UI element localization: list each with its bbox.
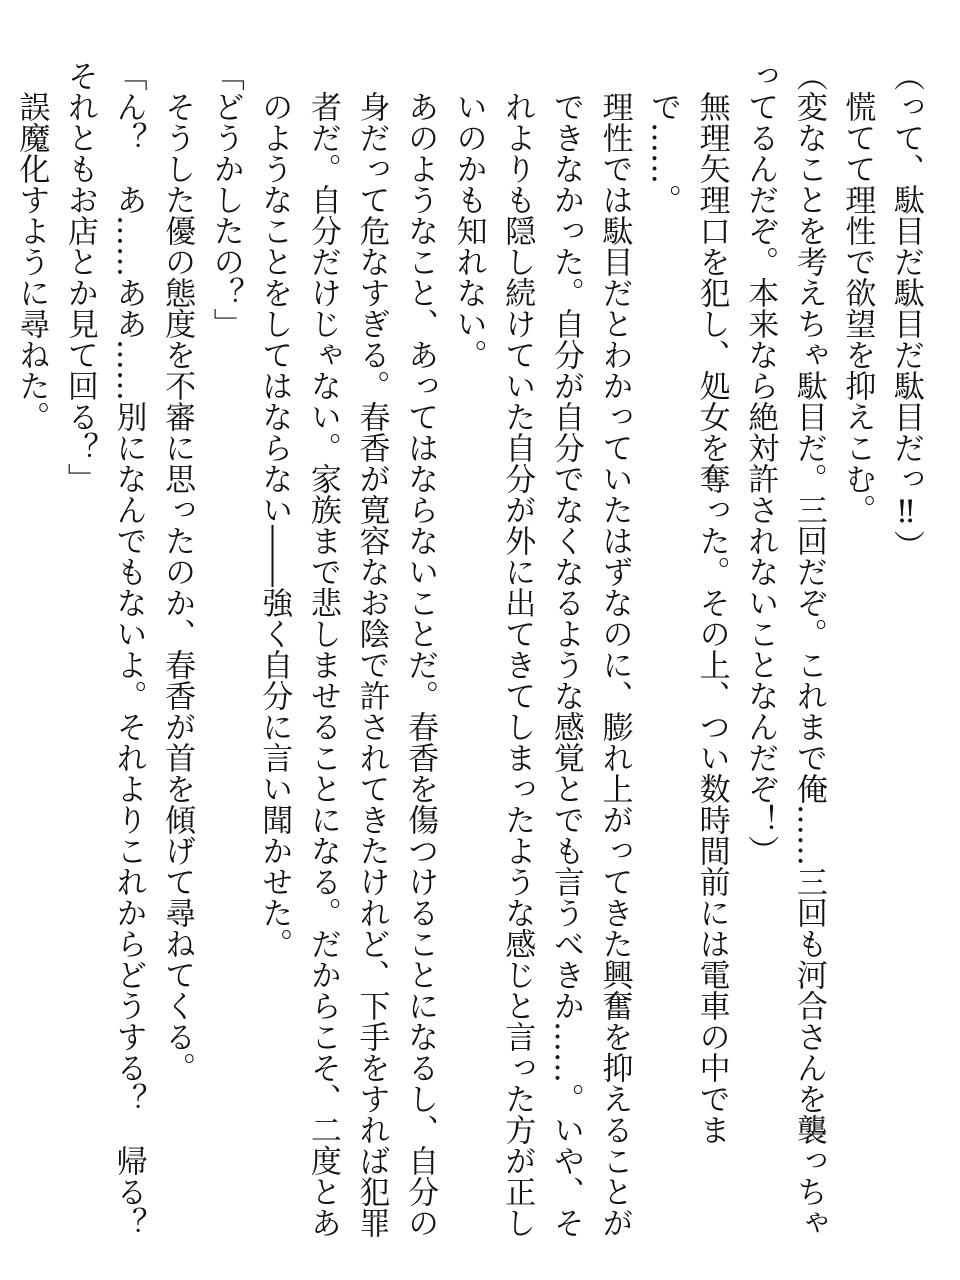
vertical-text-body xyxy=(7,60,930,1269)
paragraph-4: 無理矢理口を犯し、処女を奪った。その上、つい数時間前には電車の中でまで……。 xyxy=(645,91,730,1145)
paragraph-6: あのようなこと、あってはならないことだ。春香を傷つけることになるし、自分の身だって危なすぎる。春香が寛容なお陰で許されてきたけれど、下手をすれば犯罪者だ。自分だけじゃない。家族まで悲しませることになる。だからこそ、二度とあのようなことをしてはならない――強く自分に言い聞かせた。 xyxy=(256,91,439,1238)
paragraph-5: 理性では駄目だとわかっていたはずなのに、膨れ上がってきた興奮を抑えることができなかった。自分が自分でなくなるような感覚とでも言うべきか……。いや、それよりも隠し続けていた自分が外に出てきてしまったような感じと言った方が正しいのかも知れない。 xyxy=(450,91,633,1238)
paragraph-2: 慌てて理性で欲望を抑えこむ。 xyxy=(839,91,876,525)
paragraph-9: 「ん？ あ……ああ……別になんでもないよ。それよりこれからどうする？ 帰る？ それともお店とか見て回る？」 xyxy=(61,60,147,1269)
paragraph-8: そうした優の態度を不審に思ったのか、春香が首を傾げて尋ねてくる。 xyxy=(159,91,196,1083)
paragraph-7: 「どうかしたの？」 xyxy=(207,60,244,339)
paragraph-3: （変なことを考えちゃ駄目だ。三回だぞ。これまで俺……三回も河合さんを襲っちゃってるんだぞ。本来なら絶対許されないことなんだぞ！） xyxy=(742,60,827,1238)
paragraph-1: （って、駄目だ駄目だ駄目だっ‼） xyxy=(888,60,924,561)
paragraph-10: 誤魔化すように尋ねた。 xyxy=(13,91,50,432)
